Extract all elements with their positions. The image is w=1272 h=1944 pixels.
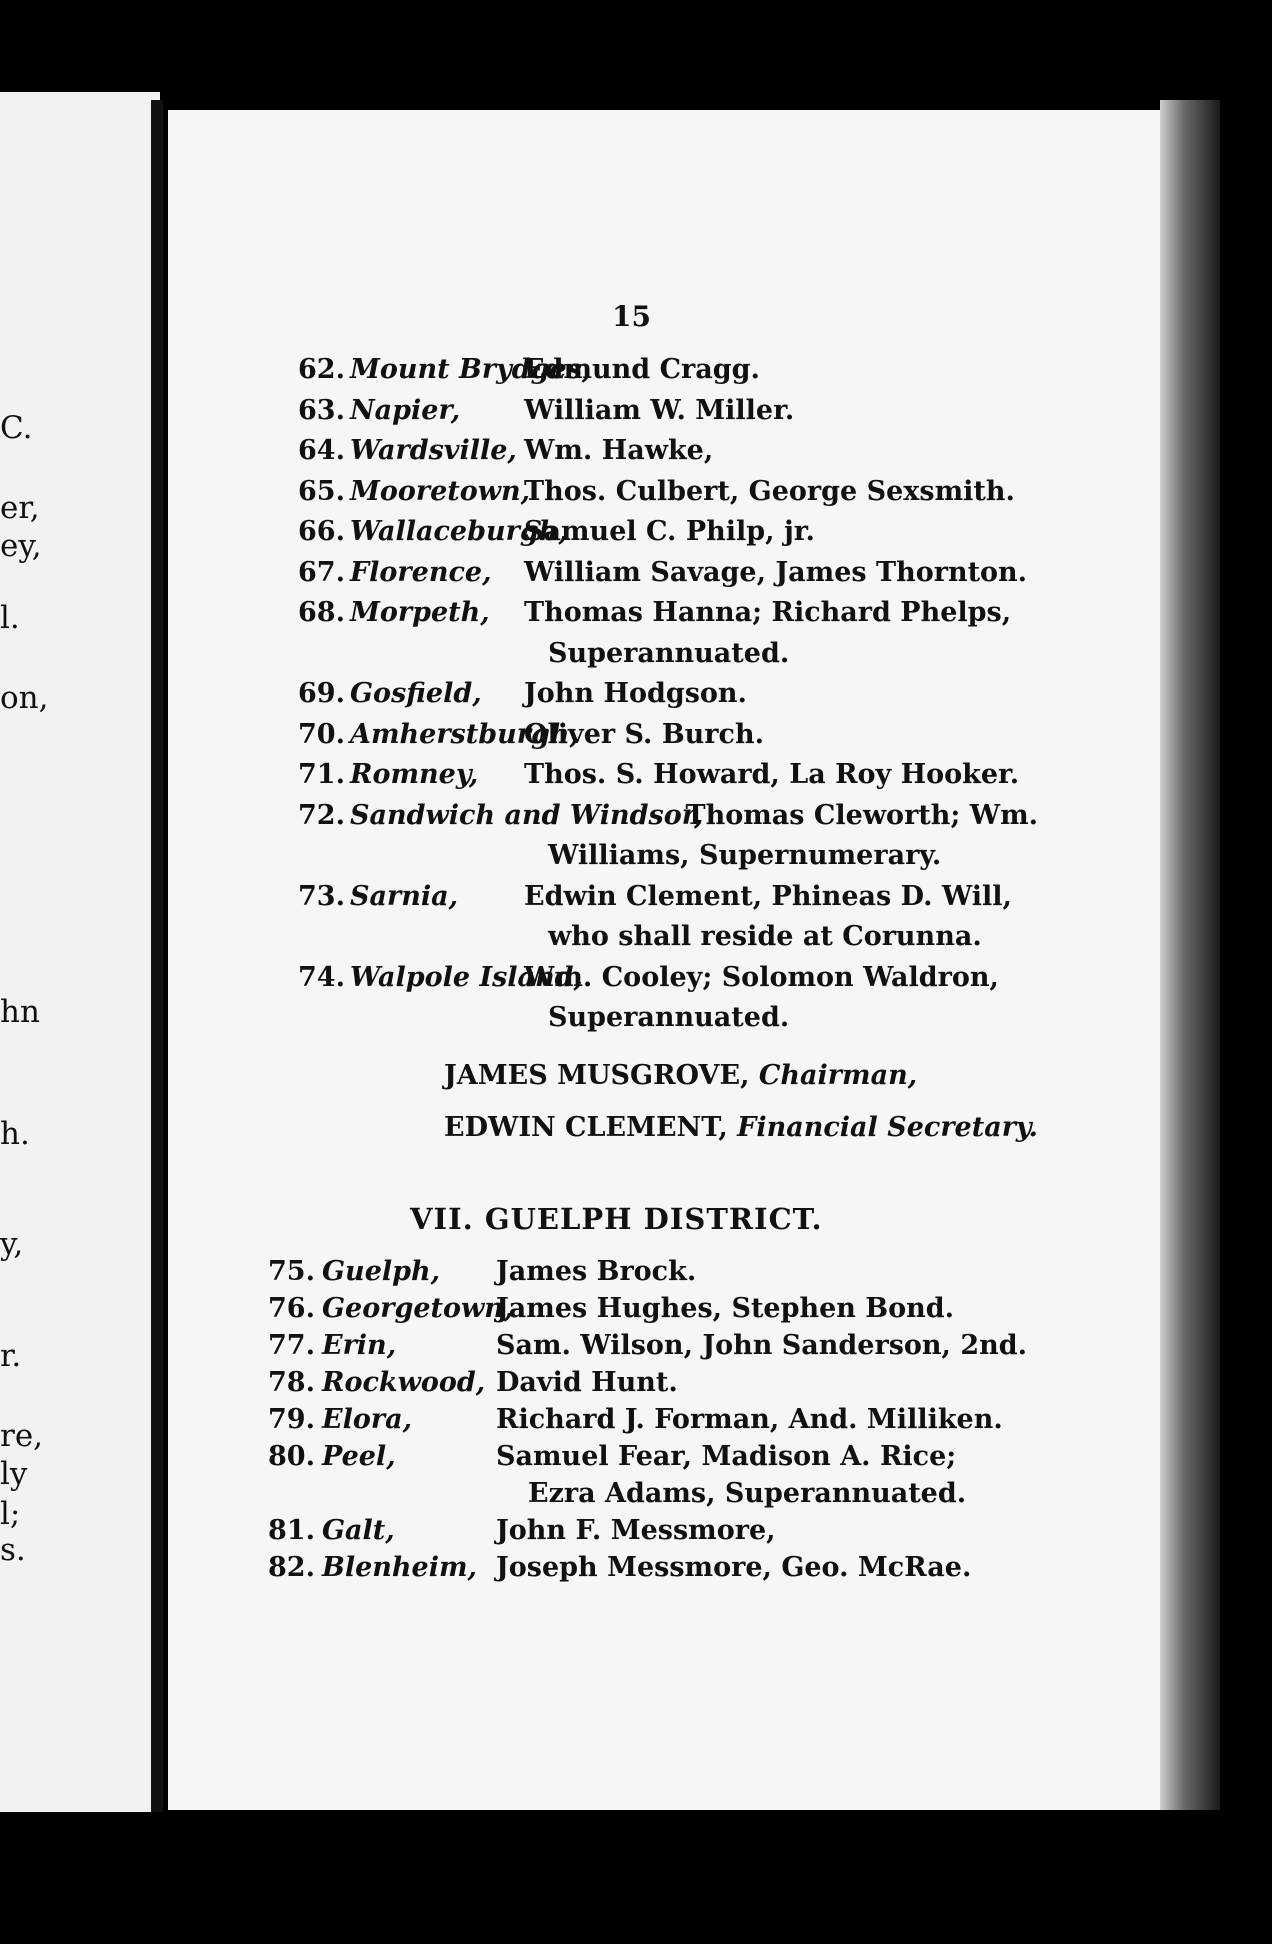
entry-number: 75. <box>268 1256 315 1287</box>
facing-page-fragment: hn <box>0 994 40 1030</box>
entry-town: Napier, <box>350 394 461 426</box>
entry-number: 81. <box>268 1515 315 1546</box>
entry-names: James Brock. <box>496 1256 697 1287</box>
entry-names: Thomas Cleworth; Wm. <box>685 799 1039 831</box>
book-gutter <box>151 100 163 1812</box>
entry-number: 67. <box>298 556 345 588</box>
facing-page-fragment: re, <box>0 1418 44 1454</box>
facing-page-fragment: r. <box>0 1338 22 1374</box>
entry-names: Ezra Adams, Superannuated. <box>528 1478 967 1509</box>
entry-town: Sandwich and Windsor, <box>350 799 704 831</box>
entry-names: Wm. Cooley; Solomon Waldron, <box>524 961 999 993</box>
entry-town: Amherstburgh, <box>350 718 579 750</box>
entry-town: Morpeth, <box>350 597 490 628</box>
entry-town: Florence, <box>350 556 492 588</box>
entry-number: 79. <box>268 1404 315 1435</box>
entry-town: Elora, <box>322 1404 412 1435</box>
entry-town: Georgetown, <box>322 1293 514 1324</box>
signature-role: Chairman, <box>758 1060 918 1091</box>
facing-page-fragment: er, <box>0 490 40 526</box>
signature-role: Financial Secretary. <box>737 1112 1038 1143</box>
page-edge-shadow <box>1160 100 1220 1810</box>
district-heading: VII. GUELPH DISTRICT. <box>410 1202 823 1236</box>
entry-number: 69. <box>298 678 345 709</box>
signature-name: EDWIN CLEMENT, <box>444 1112 728 1143</box>
entry-town: Romney, <box>350 759 479 790</box>
entry-names: Oliver S. Burch. <box>524 718 765 750</box>
facing-page-fragment: l; <box>0 1496 21 1532</box>
entry-town: Wardsville, <box>350 435 517 466</box>
entry-names: James Hughes, Stephen Bond. <box>496 1293 955 1324</box>
entry-names: William W. Miller. <box>524 394 795 426</box>
signature-name: JAMES MUSGROVE, <box>444 1060 750 1091</box>
entry-names: Thos. Culbert, George Sexsmith. <box>524 475 1015 507</box>
entry-names: Samuel Fear, Madison A. Rice; <box>496 1441 957 1472</box>
secretary-signature <box>444 1112 1038 1143</box>
page-number: 15 <box>612 300 651 333</box>
entry-names: Richard J. Forman, And. Milliken. <box>496 1404 1003 1435</box>
entry-names: Superannuated. <box>548 637 790 669</box>
entry-town: Peel, <box>322 1441 396 1472</box>
entry-town: Guelph, <box>322 1256 441 1287</box>
entry-town: Erin, <box>322 1330 397 1361</box>
entry-names: Joseph Messmore, Geo. McRae. <box>496 1552 972 1583</box>
chairman-signature <box>444 1060 917 1091</box>
entry-number: 65. <box>298 475 345 507</box>
entry-town: Gosfield, <box>350 678 482 709</box>
entry-number: 66. <box>298 516 345 547</box>
entry-number: 74. <box>298 961 345 993</box>
entry-names: Wm. Hawke, <box>524 435 714 466</box>
entry-names: John F. Messmore, <box>496 1515 776 1546</box>
entry-town: Rockwood, <box>322 1367 486 1398</box>
entry-number: 62. <box>298 354 345 385</box>
facing-page-fragment: ly <box>0 1456 28 1492</box>
entry-names: who shall reside at Corunna. <box>548 921 982 952</box>
entry-number: 71. <box>298 759 345 790</box>
entry-number: 70. <box>298 718 345 750</box>
entry-number: 80. <box>268 1441 315 1472</box>
entry-names: Samuel C. Philp, jr. <box>524 516 815 547</box>
entry-names: Thomas Hanna; Richard Phelps, <box>524 597 1012 628</box>
entry-town: Mooretown, <box>350 475 531 507</box>
facing-page-fragment: on, <box>0 680 49 716</box>
entry-town: Walpole Island, <box>350 961 583 993</box>
entry-town: Galt, <box>322 1515 395 1546</box>
entry-town: Wallaceburgh, <box>350 516 568 547</box>
entry-names: Superannuated. <box>548 1002 790 1033</box>
facing-page-fragment: y, <box>0 1226 24 1262</box>
entry-number: 63. <box>298 394 345 426</box>
entry-names: Edmund Cragg. <box>524 354 760 385</box>
entry-town: Sarnia, <box>350 880 458 912</box>
entry-town: Blenheim, <box>322 1552 477 1583</box>
entry-number: 78. <box>268 1367 315 1398</box>
facing-page-fragment: l. <box>0 600 20 636</box>
entry-names: Thos. S. Howard, La Roy Hooker. <box>524 759 1020 790</box>
entry-names: Williams, Supernumerary. <box>548 840 942 871</box>
facing-page-fragment: ey, <box>0 528 42 564</box>
entry-number: 68. <box>298 597 345 628</box>
entry-number: 82. <box>268 1552 315 1583</box>
entry-names: Edwin Clement, Phineas D. Will, <box>524 880 1012 912</box>
entry-number: 72. <box>298 799 345 831</box>
facing-page-fragment: C. <box>0 410 33 446</box>
entry-number: 73. <box>298 880 345 912</box>
entry-names: Sam. Wilson, John Sanderson, 2nd. <box>496 1330 1028 1361</box>
entry-number: 76. <box>268 1293 315 1324</box>
entry-names: William Savage, James Thornton. <box>524 556 1028 588</box>
facing-page-edge <box>0 92 160 1812</box>
entry-names: John Hodgson. <box>524 678 747 709</box>
facing-page-fragment: s. <box>0 1532 26 1568</box>
entry-number: 64. <box>298 435 345 466</box>
entry-names: David Hunt. <box>496 1367 678 1398</box>
entry-number: 77. <box>268 1330 315 1361</box>
entry-town: Mount Brydges, <box>350 354 592 385</box>
facing-page-fragment: h. <box>0 1116 30 1152</box>
